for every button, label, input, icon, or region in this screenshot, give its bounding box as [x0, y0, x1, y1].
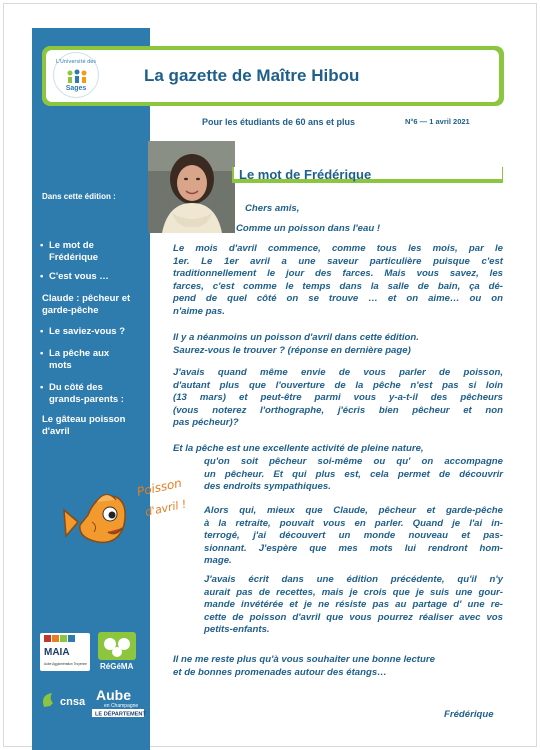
text-line: terrogé, j'ai découvert un monde nouveau et pas-	[204, 530, 503, 541]
cnsa-icon	[38, 687, 88, 715]
toc-item-label: mots	[49, 360, 72, 371]
text-line: Il y a néanmoins un poisson d'avril dans cette édition.	[173, 332, 419, 343]
april-fish-illustration	[58, 470, 188, 565]
text-line: Alors qui, mieux que Claude, pêcheur et garde-pêche	[204, 505, 503, 516]
text-line: qu'on soit pêcheur soi-même ou qu' on accompagne	[204, 456, 503, 467]
aube-subtext: en Champagne	[104, 703, 139, 709]
toc-item-mot[interactable]	[40, 240, 146, 264]
text-line: mande invétérée et je ne résiste pas au partage d' une re-	[204, 599, 503, 610]
toc-title: Dans cette édition :	[42, 192, 116, 201]
logo-text: Sages	[65, 85, 87, 92]
regema-text: RéGéMA	[100, 662, 134, 671]
text-line: aurait pas de recettes, mais je crois que je suis une gour-	[204, 586, 503, 598]
people-icon	[66, 69, 88, 83]
text-line: et de bonnes promenades autour des étangs…	[173, 666, 387, 678]
text-line: (vous noterez l'orthographe, j'écris bien pêcheur et non	[173, 404, 503, 416]
aube-text: Aube	[96, 687, 131, 703]
toc-item-label: garde-pêche	[42, 305, 99, 316]
text-line: à la retraite, pouvait vous en parler. Quand je l'ai in-	[204, 517, 503, 529]
text-line: Le mois d'avril commence, comme tous les mois, par le	[173, 243, 503, 254]
toc-item-label: Le gâteau poisson	[42, 414, 126, 425]
toc-item-label: C'est vous …	[49, 271, 109, 282]
page-title: La gazette de Maître Hibou	[144, 66, 360, 85]
paragraph-1	[173, 243, 503, 318]
toc-item-peche-mots[interactable]	[40, 348, 146, 372]
maia-subtext: Aube Agglomération Troyenne	[44, 662, 87, 666]
bullet: •	[40, 271, 44, 282]
paragraph-5	[204, 505, 503, 568]
toc-item-label: Du côté des	[49, 382, 103, 393]
maia-icon	[40, 633, 90, 671]
maia-logo	[40, 633, 90, 671]
subtitle: Pour les étudiants de 60 ans et plus	[202, 117, 356, 127]
toc-item-grands-parents[interactable]	[40, 382, 146, 406]
text-line: des endroits sympathiques.	[204, 481, 331, 492]
toc-item-label: grands-parents :	[49, 394, 124, 405]
universite-des-sages-logo	[53, 52, 99, 98]
cnsa-logo	[38, 687, 88, 715]
logo-text: L'Université des	[56, 59, 96, 65]
toc-item-label: Frédérique	[49, 252, 99, 263]
toc-item-gateau[interactable]	[42, 414, 148, 438]
text-line: mage.	[204, 555, 232, 566]
aube-icon	[90, 686, 146, 718]
bullet: •	[40, 348, 44, 359]
text-line: d'autant plus que l'ouverture de la pêche n'est pas si loin	[173, 379, 503, 391]
regema-icon	[94, 630, 140, 672]
regema-logo	[94, 630, 140, 672]
aube-logo	[90, 686, 146, 718]
paragraph-2	[173, 332, 503, 357]
text-line: sionnant. J'espère que mes mots lui rendront hom-	[204, 542, 503, 554]
paragraph-7	[173, 654, 503, 679]
text-line: Saurez-vous le trouver ? (réponse en dernière page)	[173, 344, 411, 356]
text-line: pend de quel côté on se trouve … et on aime… ou on	[173, 293, 503, 304]
text-line: n'aime pas.	[173, 305, 225, 317]
toc-item-label: Le mot de	[49, 240, 94, 251]
issue-number: N°6 — 1 avril 2021	[405, 117, 470, 126]
paragraph-4	[204, 456, 503, 494]
text-line: traditionnellement le jour des farces. Mais vous savez, les	[173, 268, 503, 279]
text-line: 1er. Le 1er avril a une saveur particulière puisque c'est	[173, 255, 503, 267]
bullet: •	[40, 240, 44, 251]
toc-item-label: d'avril	[42, 426, 70, 437]
bullet: •	[40, 382, 44, 393]
toc-item-label: Claude : pêcheur et	[42, 293, 131, 304]
maia-text: MAIA	[44, 647, 70, 658]
cnsa-text: cnsa	[60, 696, 86, 708]
text-line: J'avais écrit dans une édition précédente, qu'il n'y	[204, 574, 503, 585]
author-photo	[148, 141, 235, 233]
text-line: pas pécheur)?	[173, 417, 239, 428]
fish-caption: Poisson	[135, 475, 184, 499]
section-title: Le mot de Frédérique	[239, 167, 372, 182]
toc-item-label: La pêche aux	[49, 348, 110, 359]
toc-item-claude[interactable]	[42, 293, 148, 317]
intro-line: Comme un poisson dans l'eau !	[236, 223, 381, 234]
portrait-image	[148, 141, 235, 233]
text-line: farces, c'est comme le temps dans la salle de bain, ça dé-	[173, 280, 503, 292]
aube-dept-text: LE DÉPARTEMENT	[95, 711, 146, 718]
bullet: •	[40, 326, 44, 337]
text-line: Il ne me reste plus qu'à vous souhaiter une bonne lecture	[173, 654, 435, 665]
paragraph-3	[173, 367, 503, 430]
text-line: un pêcheur. Et qui plus est, cela permet de découvrir	[204, 468, 503, 480]
toc-item-saviez-vous[interactable]	[40, 326, 146, 338]
signature: Frédérique	[444, 709, 494, 720]
text-line: cette de poisson d'avril que vous pourrez réaliser avec vos	[204, 611, 503, 623]
toc-item-cest-vous[interactable]	[40, 271, 146, 283]
paragraph-6	[204, 574, 503, 637]
text-line: petits-enfants.	[204, 624, 270, 635]
greeting: Chers amis,	[245, 203, 300, 214]
text-line: (13 mars) et peut-être parmi vous y-a-t-il des pêcheurs	[173, 392, 503, 403]
text-line: J'avais quand même envie de vous parler de poisson,	[173, 367, 503, 378]
fish-caption: d'avril !	[143, 497, 188, 519]
toc-item-label: Le saviez-vous ?	[49, 326, 126, 337]
paragraph-4-first-line: Et la pêche est une excellente activité de pleine nature,	[173, 443, 424, 454]
